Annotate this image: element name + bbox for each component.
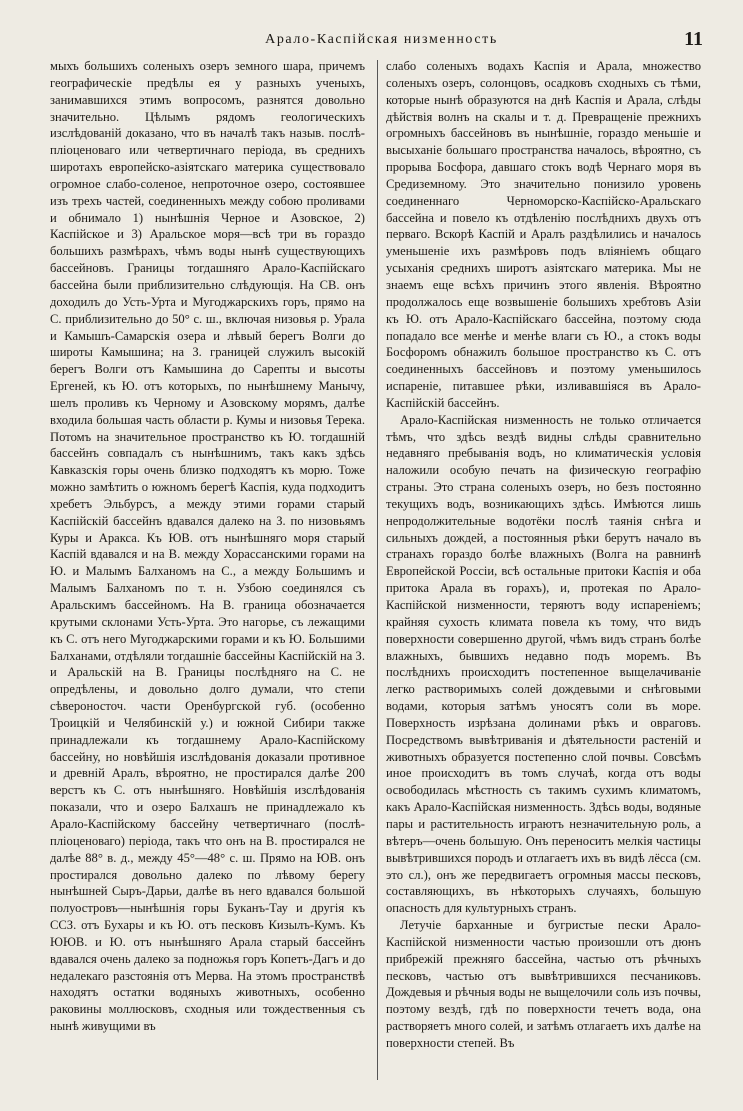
page-number: 11 — [684, 28, 703, 50]
right-paragraph-1: слабо соленыхъ водахъ Каспія и Арала, множество соленыхъ озеръ, солонцовъ, осадковъ сходныхъ съ тѣми, которые нынѣ образуются на днѣ Каспія и Арала, слѣды дѣйствія волнъ на скалы и т. д. Превращеніе прежнихъ огромныхъ бассейновъ въ нынѣшніе, гораздо меньшіе и высыханіе большаго пространства началось, вѣроятно, съ прорыва Босфора, давшаго стокъ водѣ Чернаго моря въ Средиземному. Это значительно понизило уровень соединеннаго Черноморско-Каспійско-Аральскаго бассейна и повело къ отдѣленію послѣднихъ двухъ отъ перваго. Вскорѣ Каспій и Аралъ раздѣлились и началось уменьшеніе ихъ размѣровъ подъ вліяніемъ общаго усыханія среднихъ широтъ азіятскаго материка. Мы не знаемъ еще всѣхъ причинъ этого явленія. Вѣроятно продолжалось еще возвышеніе большихъ хребтовъ Азіи къ Ю. отъ Арало-Каспійскаго бассейна, поэтому сюда попадало все менѣе и менѣе влаги съ Ю., а стокъ воды Босфоромъ обнажилъ большое пространство къ С. отъ соединенныхъ бассейновъ и поэтому уменьшилось испареніе, питавшее рѣки, изливавшіяся въ Арало-Каспійскій бассейнъ. — [386, 59, 701, 410]
right-paragraph-2: Арало-Каспійская низменность не только отличается тѣмъ, что здѣсь вездѣ видны слѣды сравнительно недавняго пребыванія водъ, но климатическія условія наложили особую печать на физическую географію страны. Это страна соленыхъ озеръ, но безъ постоянно текущихъ водъ, возникающихъ здѣсь. Имѣются лишь непродолжительные водотёки послѣ таянія снѣга и сильныхъ дождей, а постоянныя рѣки берутъ начало въ странахъ гораздо болѣе влажныхъ (Волга на равнинѣ Европейской Россіи, всѣ остальные притоки Каспія и оба притока Арала въ горахъ), и, протекая по Арало-Каспійской низменности, теряютъ воду испареніемъ; крайняя сухость климата повела къ тому, что видъ поверхности совершенно другой, чѣмъ видъ странъ болѣе влажныхъ, бывшихъ недавно подъ моремъ. Въ послѣднихъ происходитъ постепенное выщелачиваніе легко растворимыхъ солей дождевыми и снѣговыми водами, которыя затѣмъ уносятъ соли въ море. Поверхность изрѣзана долинами рѣкъ и овраговъ. Посредствомъ вывѣтриванія и дѣятельности растеній и животныхъ образуется постепенно слой почвы. Совсѣмъ иное происходитъ въ томъ случаѣ, когда отъ воды освободилась мѣстность съ такимъ сухимъ климатомъ, какъ Арало-Каспійская низменность. Здѣсь воды, водяные пары и растительность играютъ незначительную роль, а вѣтеръ—очень большую. Онъ переноситъ мелкія частицы вывѣтрившихся породъ и отлагаетъ ихъ въ видѣ лёсса (см. это сл.), онъ же передвигаетъ огромныя массы песковъ, составляющихъ, въ нѣкоторыхъ случаяхъ, большую опасность для культурныхъ странъ. — [386, 412, 701, 916]
right-column — [386, 58, 701, 1052]
left-column — [50, 58, 365, 1035]
right-paragraph-3: Летучіе барханные и бугристые пески Арало-Каспійской низменности частью произошли отъ дюнъ прибрежій прежняго бассейна, частью отъ рѣчныхъ песковъ, частью отъ вывѣтрившихся песчаниковъ. Дождевыя и рѣчныя воды не выщелочили соль изъ почвы, поэтому вездѣ, гдѣ по поверхности течетъ вода, она растворяетъ много солей, и затѣмъ отлагаетъ ихъ далѣе на поверхности степей. Въ — [386, 918, 701, 1050]
running-header — [60, 28, 703, 54]
page-title: Арало-Каспійская низменность — [265, 32, 498, 47]
column-divider — [377, 60, 378, 1080]
left-paragraph-1: мыхъ большихъ соленыхъ озеръ земного шара, причемъ географическіе предѣлы ея у разныхъ ученыхъ, занимавшихся этимъ вопросомъ, разнятся довольно значительно. Цѣлымъ рядомъ геологическихъ изслѣдованій доказано, что въ началѣ такъ назыв. послѣ-пліоценоваго или четвертичнаго періода, въ среднихъ широтахъ европейско-азіятскаго материка существовало огромное слабо-соленое, непроточное озеро, состоявшее изъ трехъ частей, соединенныхъ между собою проливами и обнимало 1) нынѣшнія Черное и Азовское, 2) Каспійское и 3) Аральское моря—всѣ три въ гораздо большихъ размѣрахъ, чѣмъ воды нынѣ существующихъ бассейновъ. Границы тогдашняго Арало-Каспійскаго бассейна были приблизительно слѣдующія. На СВ. онъ доходилъ до Усть-Урта и Мугоджарскихъ горъ, прямо на С. приблизительно до 50° с. ш., включая низовья р. Урала и Камышъ-Самарскія озера и лѣвый берегъ Волги до широты Камышина; на З. границей служилъ высокій берегъ Волги отъ Камышина до Сарепты и высоты Ергеней, къ Ю. отъ которыхъ, по нынѣшнему Манычу, шелъ проливъ къ Черному и Азовскому морямъ, далѣе входила большая часть области р. Кумы и низовья Терека. Потомъ на значительное пространство къ Ю. тогдашній бассейнъ совпадалъ съ нынѣшнимъ, такъ какъ здѣсь Кавказскія горы очень близко подходятъ къ морю. Тоже можно замѣтить о южномъ берегѣ Каспія, куда подходитъ хребетъ Эльбурсъ, а между этими горами старый Каспійскій бассейнъ вдавался далеко на З. по низовьямъ Куры и Аракса. Къ ЮВ. отъ нынѣшняго моря старый Каспій вдавался и на В. между Хорассанскими горами на Ю. и Малымъ Балханомъ на С., а между Большимъ и Малымъ Балханомъ по т. н. Узбою соединялся съ Аральскимъ бассейномъ. На В. граница обозначается крутыми склонами Усть-Урта. Это нагорье, съ лежащими къ С. отъ него Мугоджарскими горами и къ Ю. Большими Балханами, отдѣляли тогдашніе бассейны Каспійскій на З. и Аральскій на В. Границы послѣдняго на С. не опредѣлены, и довольно долго думали, что степи сѣвероносточ. части Оренбургской губ. (особенно Троицкій и Челябинскій у.) и южной Сибири также принадлежали къ тогдашнему Арало-Каспійскому бассейну, но новѣйшія изслѣдованія доказали противное и древній Аралъ, вѣроятно, не простирался далѣе 200 верстъ къ С. отъ нынѣшняго. Новѣйшія изслѣдованія показали, что и озеро Балхашъ не принадлежало къ Арало-Каспійскому бассейну четвертичнаго (послѣ-пліоценоваго) періода, такъ что онъ на В. простирался не далѣе 88° в. д., между 45°—48° с. ш. Прямо на ЮВ. онъ простирался довольно далеко по лѣвому берегу нынѣшней Сыръ-Дарьи, далѣе въ него вдавался большой полуостровъ—нынѣшнія горы Буканъ-Тау и другія къ ССЗ. отъ Бухары и къ Ю. отъ песковъ Кизылъ-Кумъ. Къ ЮЮВ. и Ю. отъ нынѣшняго Арала старый бассейнъ вдавался очень далеко за подножья горъ Копетъ-Дагъ и до недалекаго разстоянія отъ Мерва. На этомъ пространствѣ находятъ остатки водяныхъ животныхъ, особенно раковины моллюсковъ, сходныя или тождественныя съ нынѣ живущими въ — [50, 59, 365, 1034]
